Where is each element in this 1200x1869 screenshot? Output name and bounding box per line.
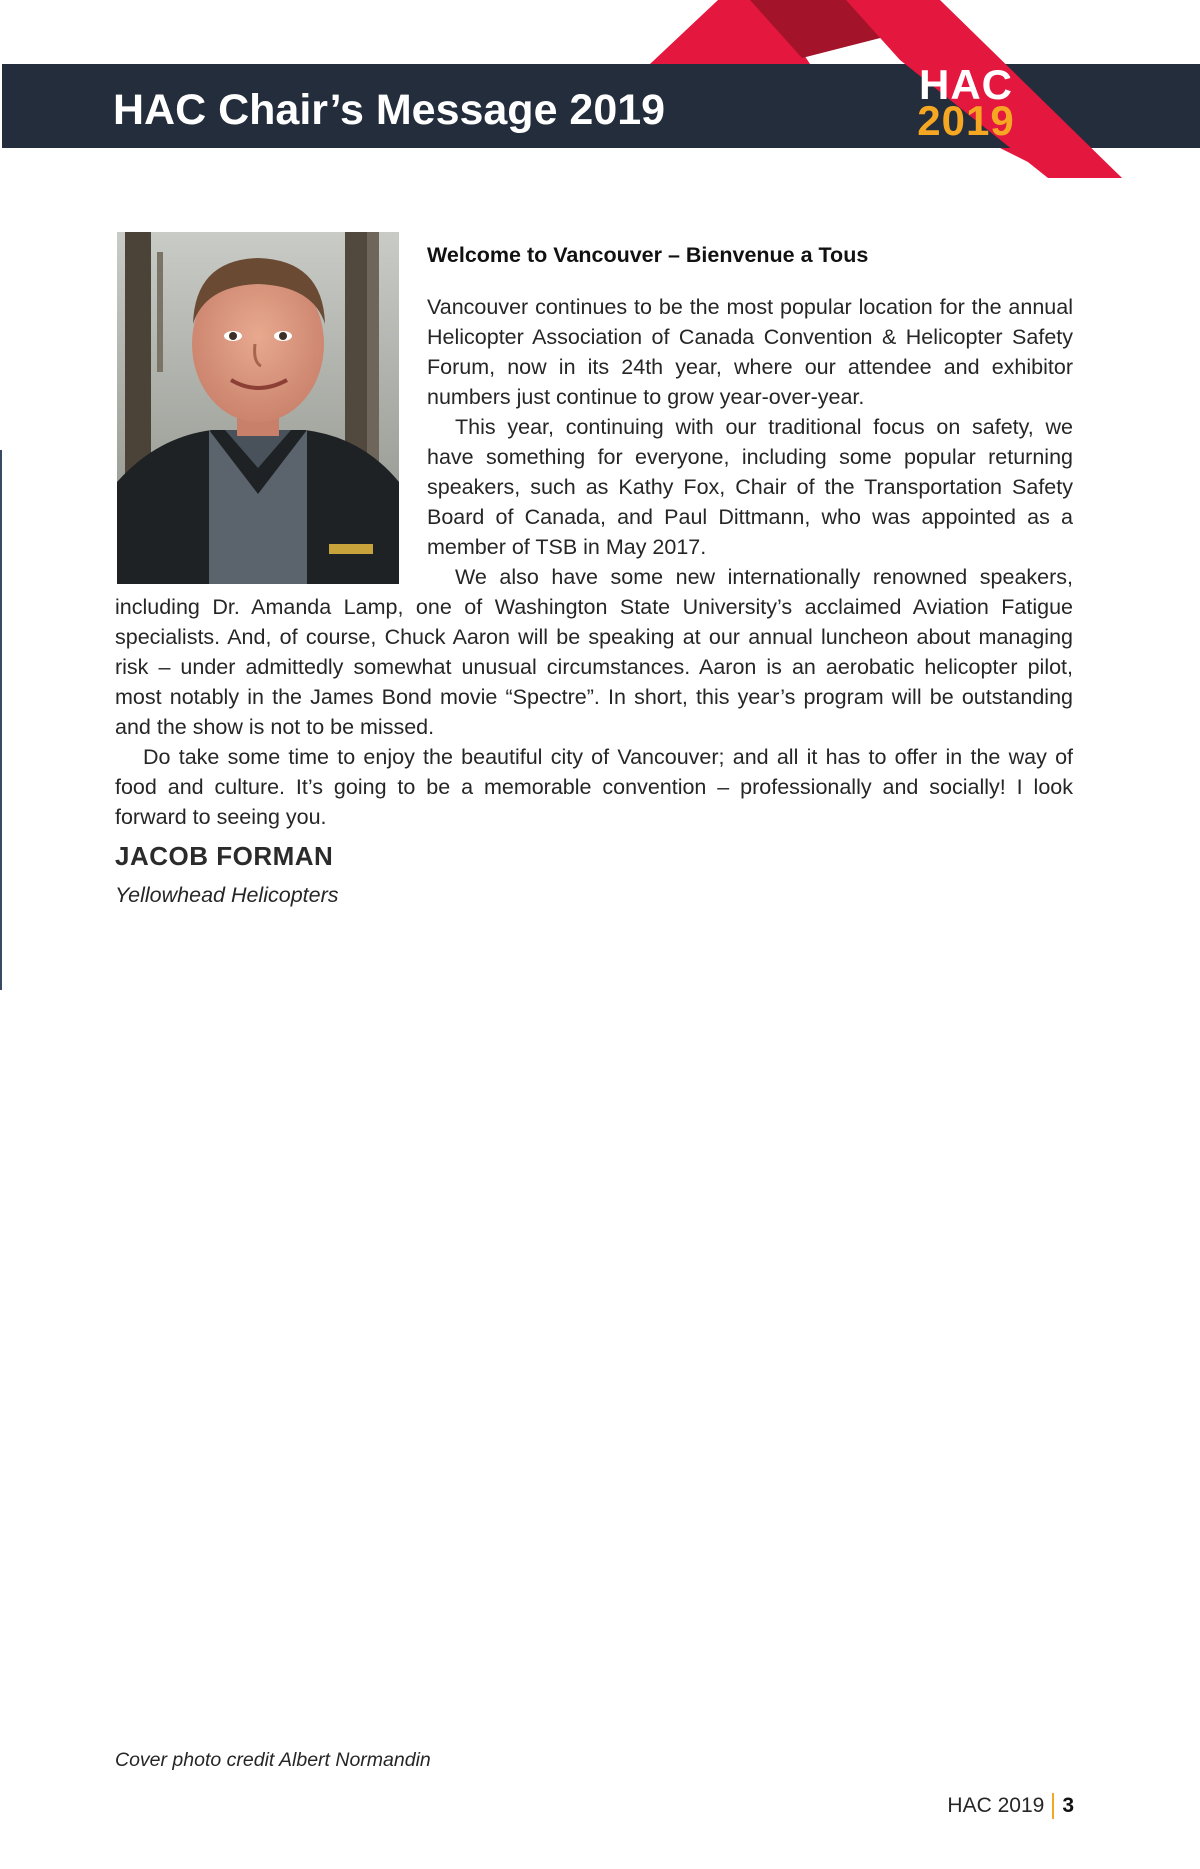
footer-separator: [1052, 1793, 1054, 1819]
chair-portrait-photo: [117, 232, 399, 584]
page-footer: [947, 1792, 1074, 1820]
paragraph-closing: Do take some time to enjoy the beautiful city of Vancouver; and all it has to offer in the way of food and culture. It’s going to be a memorable convention – professionally and socially! I look forward to seeing you.: [115, 745, 1073, 829]
page-number: 3: [1062, 1794, 1074, 1817]
signature-name: JACOB FORMAN: [115, 841, 334, 871]
left-edge-rule: [0, 450, 2, 990]
logo-red-tail: [1000, 148, 1122, 178]
signature-company: Yellowhead Helicopters: [115, 883, 339, 907]
logo-year-text: 2019: [917, 97, 1015, 144]
logo-hac-text: HAC: [919, 61, 1013, 108]
page-title: HAC Chair’s Message 2019: [113, 86, 666, 134]
paragraph-new-speakers: We also have some new internationally renowned speakers, including Dr. Amanda Lamp, one of Washington State University’s acclaimed Aviation Fatigue specialists. And, of course, Chuck Aaron will be speaking at our annual luncheon about managing risk – under admittedly somewhat unusual circumstances. Aaron is an aerobatic helicopter pilot, most notably in the James Bond movie “Spectre”. In short, this year’s program will be outstanding and the show is not to be missed.: [115, 565, 1073, 739]
footer-label: HAC 2019: [947, 1794, 1045, 1817]
paragraph-intro: Vancouver continues to be the most popular location for the annual Helicopter Association of Canada Convention & Helicopter Safety Forum, now in its 24th year, where our attendee and exhibitor numbers just continue to grow year-over-year.: [427, 295, 1073, 409]
cover-photo-credit: Cover photo credit Albert Normandin: [115, 1749, 431, 1771]
greeting-heading: Welcome to Vancouver – Bienvenue a Tous: [427, 243, 869, 267]
paragraph-speakers: This year, continuing with our traditional focus on safety, we have something for everyone, including some popular returning speakers, such as Kathy Fox, Chair of the Transportation Safety Board of Canada, and Paul Dittmann, who was appointed as a member of TSB in May 2017.: [427, 415, 1073, 559]
chair-message-article: [115, 232, 1073, 832]
jacket-logo: [329, 544, 373, 554]
